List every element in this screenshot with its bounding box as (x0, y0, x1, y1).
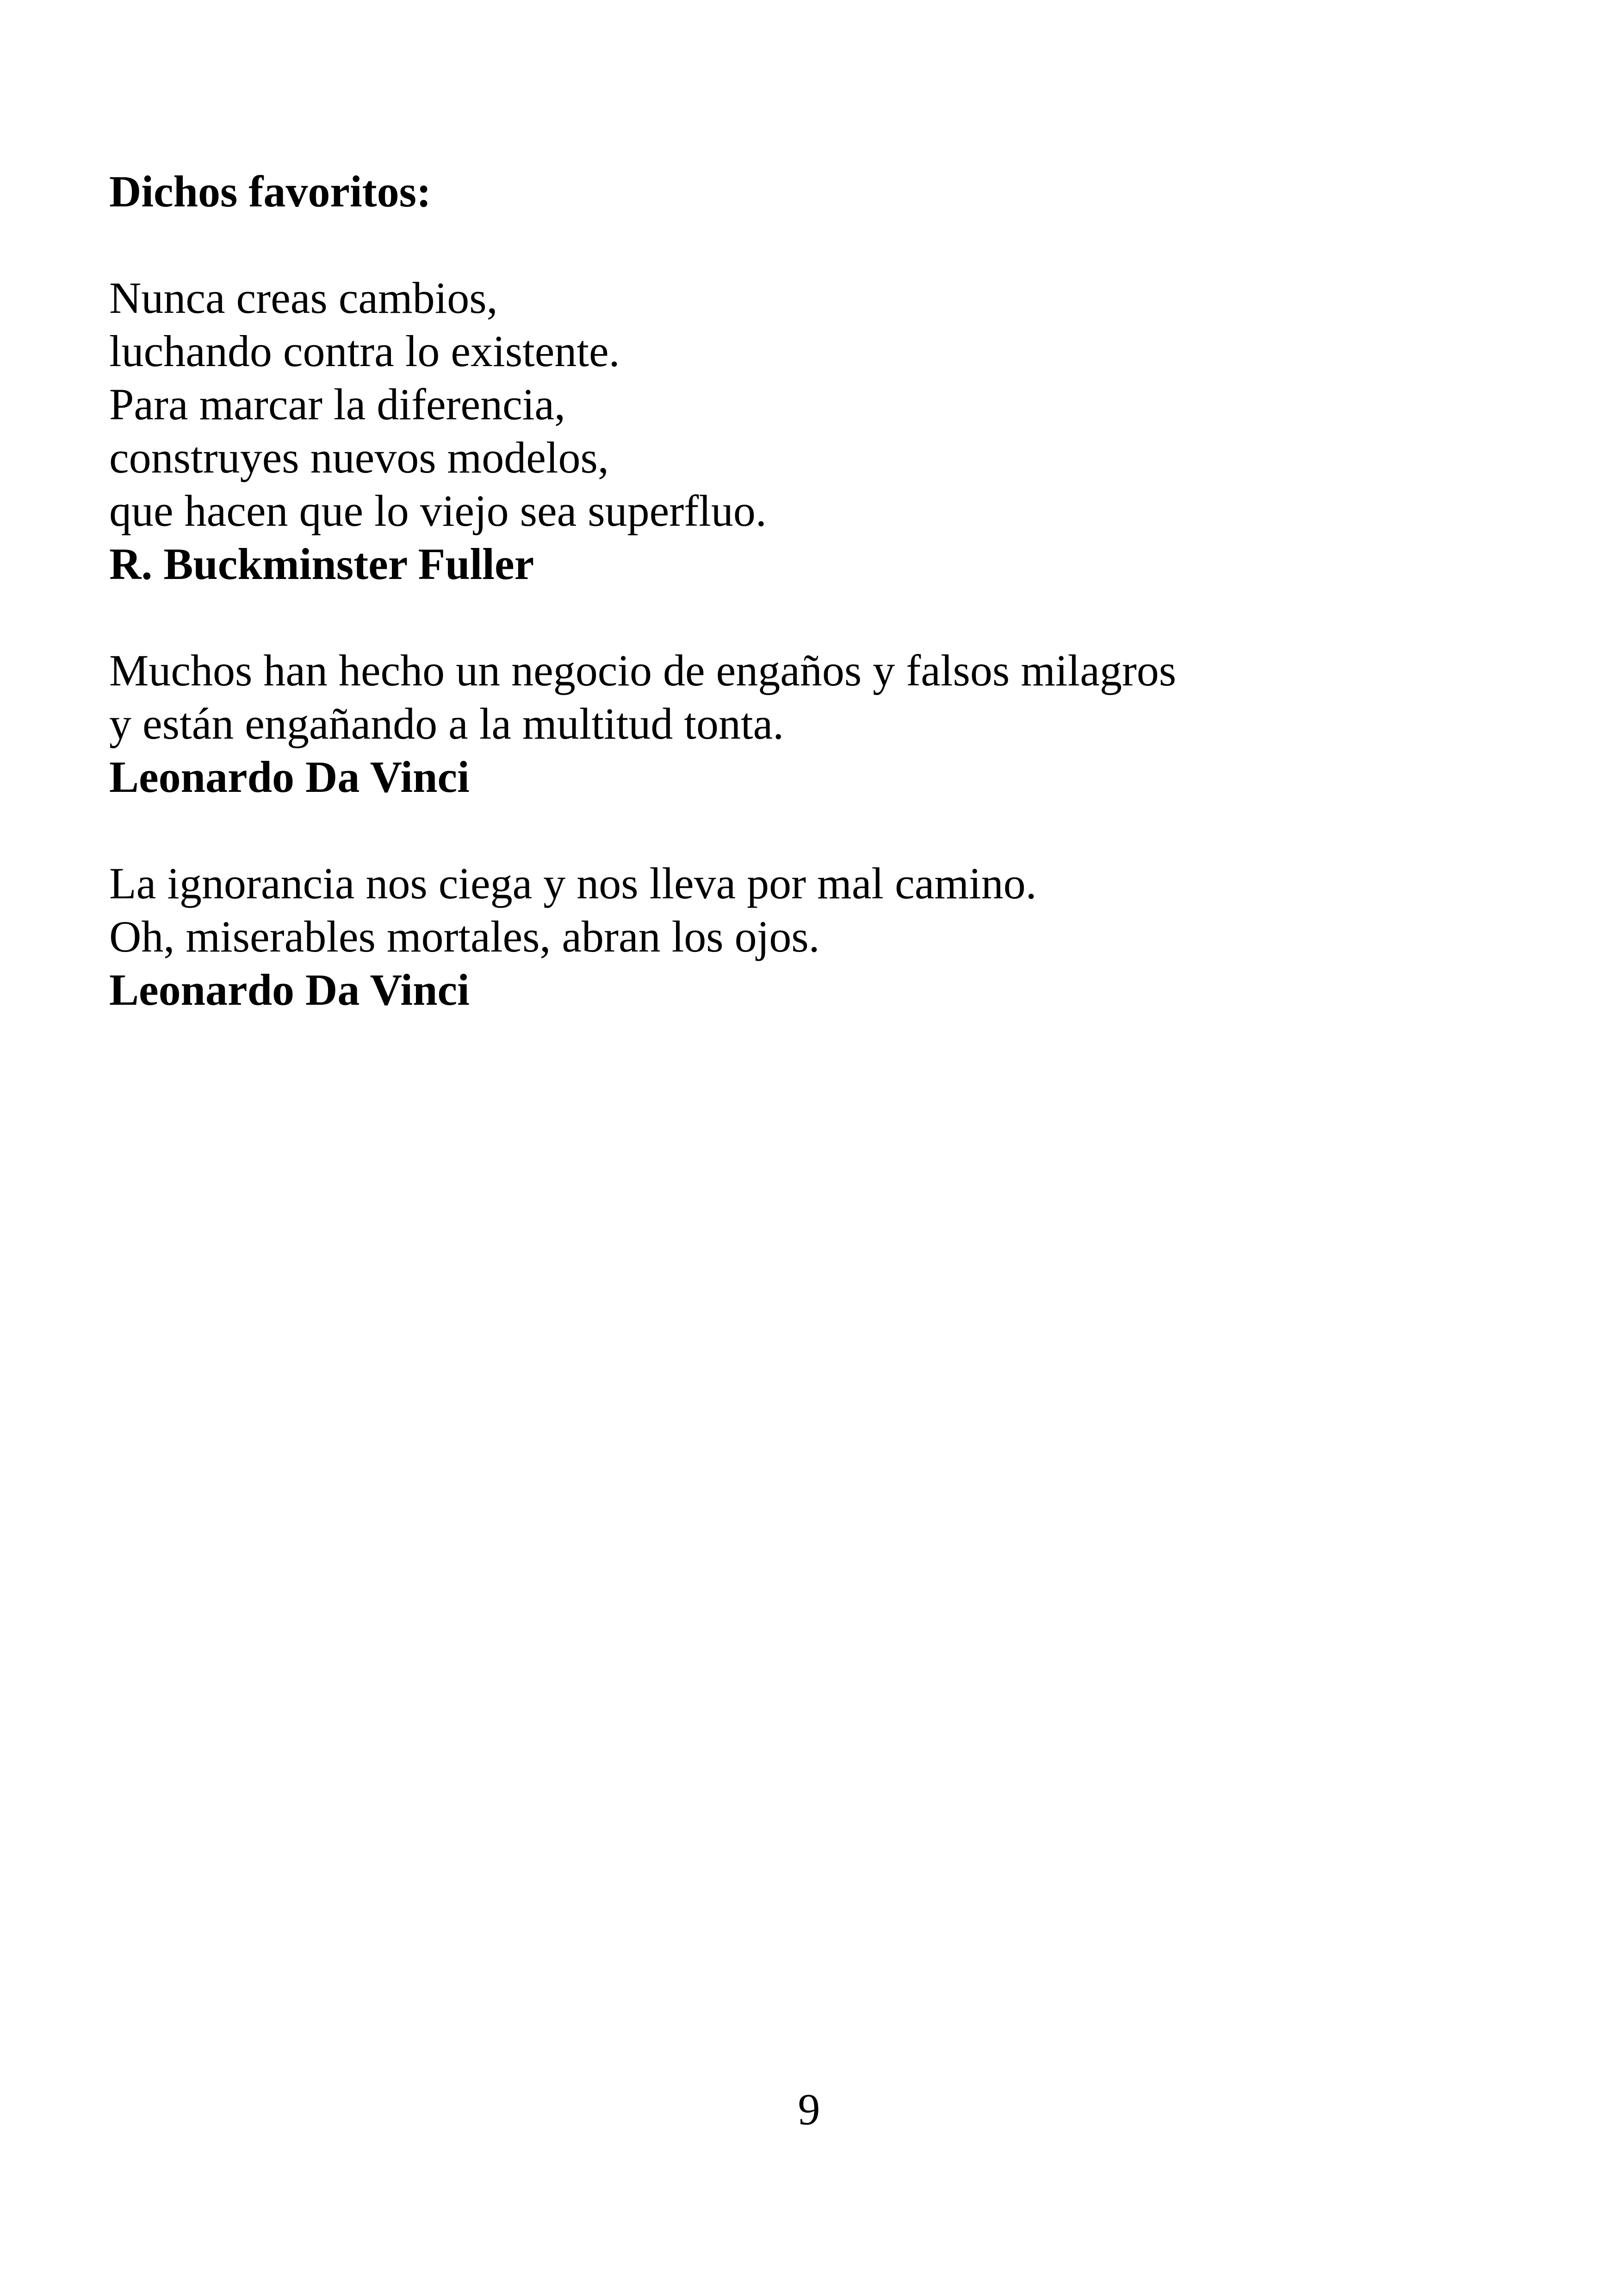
quote-line: que hacen que lo viejo sea superfluo. (109, 486, 767, 535)
quote-author: Leonardo Da Vinci (109, 752, 470, 802)
quote-line: Muchos han hecho un negocio de engaños y falsos milagros (109, 646, 1177, 695)
quote-line: Para marcar la diferencia, (109, 380, 566, 429)
quote-line: La ignorancia nos ciega y nos lleva por mal camino. (109, 859, 1037, 908)
page-content (109, 165, 1497, 1016)
page-number: 9 (798, 2084, 820, 2134)
quote-author: R. Buckminster Fuller (109, 539, 534, 589)
quote-author: Leonardo Da Vinci (109, 965, 470, 1014)
quote-line: Nunca creas cambios, (109, 273, 498, 323)
quote-line: luchando contra lo existente. (109, 326, 620, 376)
section-heading: Dichos favoritos: (109, 167, 431, 216)
quote-line: y están engañando a la multitud tonta. (109, 699, 784, 748)
quote-block (109, 644, 1497, 803)
quote-block (109, 271, 1497, 591)
quote-line: construyes nuevos modelos, (109, 433, 609, 482)
quote-line: Oh, miserables mortales, abran los ojos. (109, 912, 820, 961)
quote-block (109, 857, 1497, 1016)
